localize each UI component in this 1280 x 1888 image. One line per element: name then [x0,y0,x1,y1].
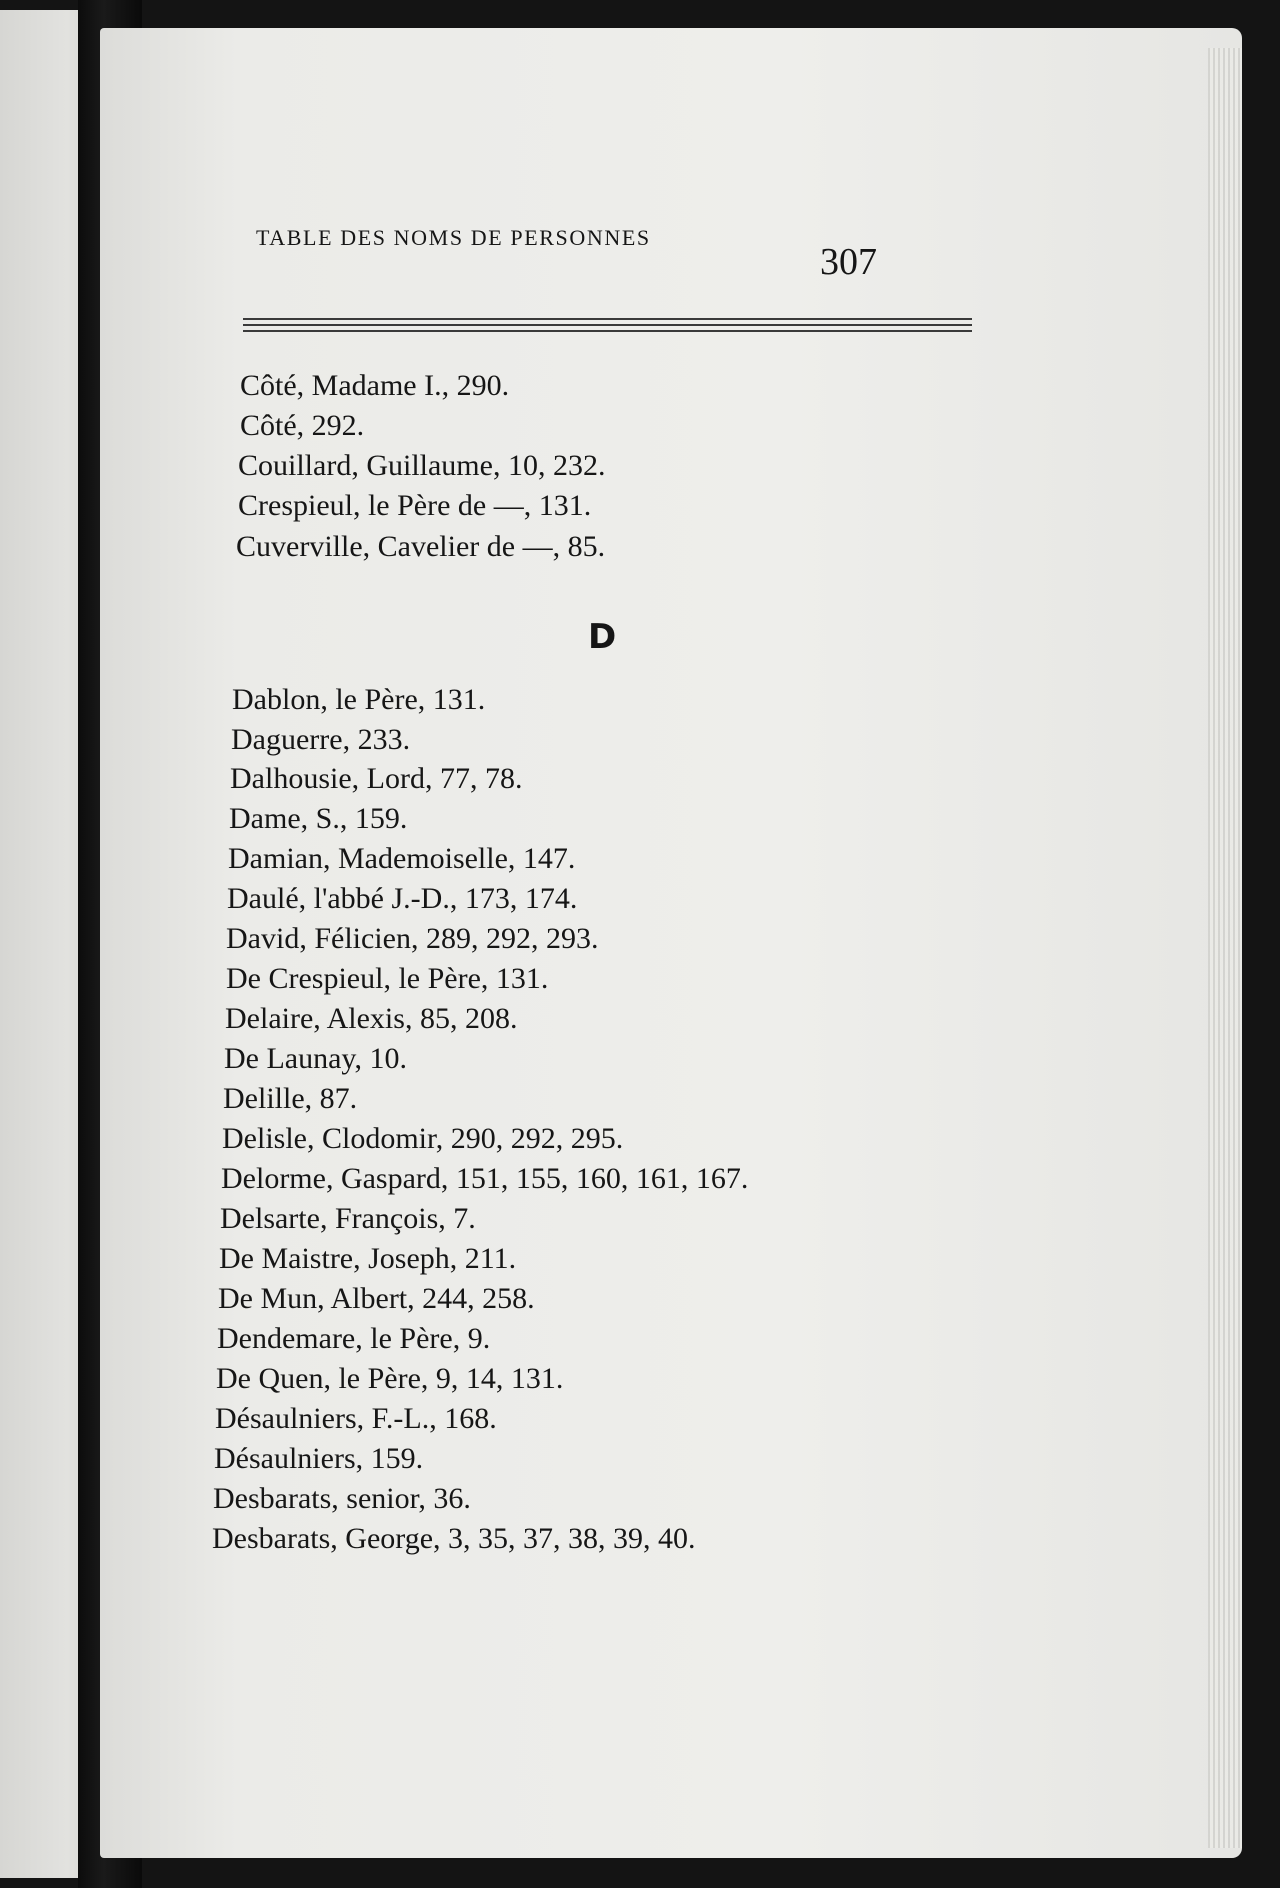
index-entry: De Maistre, Joseph, 211. [219,1242,517,1275]
running-header-title: TABLE DES NOMS DE PERSONNES [256,225,651,250]
index-entry: Delaire, Alexis, 85, 208. [225,1002,518,1035]
header-rule [243,318,972,320]
index-entry: Damian, Mademoiselle, 147. [228,842,576,875]
index-entry: Crespieul, le Père de —, 131. [238,489,592,522]
index-entry: Couillard, Guillaume, 10, 232. [238,449,606,482]
index-entry: Côté, Madame I., 290. [240,369,510,402]
section-letter: D [588,617,617,657]
index-entry: Désaulniers, F.-L., 168. [215,1402,497,1435]
index-entry: Delsarte, François, 7. [220,1202,476,1235]
header-rule [243,330,972,332]
index-entry: Daulé, l'abbé J.-D., 173, 174. [227,882,578,915]
header-rule [243,324,972,326]
index-entry: De Crespieul, le Père, 131. [226,962,549,995]
index-entry: Delisle, Clodomir, 290, 292, 295. [222,1122,624,1155]
index-entry: Côté, 292. [240,409,365,442]
index-entry: Daguerre, 233. [231,723,411,756]
index-entry: Dendemare, le Père, 9. [217,1322,491,1355]
index-entry: Delille, 87. [223,1082,358,1115]
index-entry: Dalhousie, Lord, 77, 78. [230,762,523,795]
page-edges [1208,48,1242,1848]
page-number: 307 [820,241,877,283]
index-entry: De Quen, le Père, 9, 14, 131. [216,1362,564,1395]
index-entry: Dablon, le Père, 131. [232,683,486,716]
index-entry: Dame, S., 159. [229,802,408,835]
index-entry: Desbarats, George, 3, 35, 37, 38, 39, 40. [212,1522,696,1555]
index-entry: Desbarats, senior, 36. [213,1482,471,1515]
index-entry: Cuverville, Cavelier de —, 85. [236,530,606,563]
index-entry: Delorme, Gaspard, 151, 155, 160, 161, 167. [221,1162,749,1195]
index-entry: David, Félicien, 289, 292, 293. [226,922,599,955]
index-entry: De Mun, Albert, 244, 258. [218,1282,535,1315]
index-entry: De Launay, 10. [224,1042,407,1075]
index-entry: Désaulniers, 159. [214,1442,424,1475]
